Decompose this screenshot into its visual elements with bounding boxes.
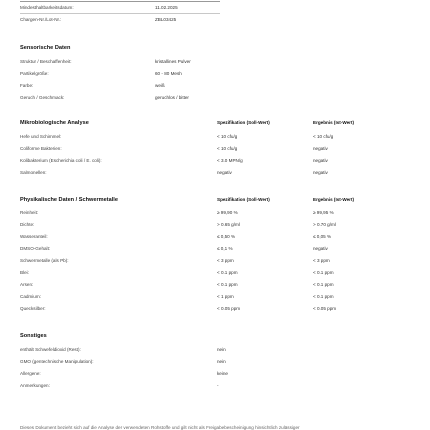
micro-result-header: Ergebnis (Ist-Wert) [313, 120, 355, 125]
sensory-value-smell: geruchlos / bitter [155, 95, 189, 100]
physical-result: > 0.70 g/ml [313, 222, 336, 227]
physical-label: Dichte: [20, 222, 35, 227]
micro-label: Coliforme Bakterien: [20, 146, 62, 151]
physical-label: Arsen: [20, 282, 34, 287]
physical-label: DMSO-Gehalt: [20, 246, 51, 251]
other-label: Anmerkungen: [20, 383, 50, 388]
physical-spec: ≤ 0,1 % [217, 246, 233, 251]
physical-label: Wasseranteil: [20, 234, 48, 239]
micro-spec: < 10 cfu/g [217, 134, 238, 139]
physical-spec: ≤ 0,50 % [217, 234, 236, 239]
physical-result: < 0.05 ppm [313, 306, 337, 311]
micro-label: Salmonellen: [20, 170, 47, 175]
physical-result: < 0.1 ppm [313, 294, 334, 299]
micro-spec: negativ [217, 170, 232, 175]
physical-result-header: Ergebnis (Ist-Wert) [313, 197, 355, 202]
physical-spec: > 0.65 g/ml [217, 222, 240, 227]
physical-result: ≤ 0,05 % [313, 234, 332, 239]
batch-number-value: ZBL03425 [155, 17, 177, 22]
sensory-title: Sensorische Daten [20, 45, 71, 51]
physical-result: < 3 ppm [313, 258, 330, 263]
physical-label: Reinheit: [20, 210, 39, 215]
micro-spec-header: Spezifikation (Soll-Wert) [217, 120, 270, 125]
other-value: keine [217, 371, 228, 376]
physical-label: Blei: [20, 270, 29, 275]
top-rule [20, 1, 220, 2]
micro-result: negativ [313, 170, 328, 175]
best-before-label: Mindesthaltbarkeitsdatum: [20, 5, 74, 10]
other-value: nein [217, 347, 226, 352]
other-label: enthält Schwefeldioxid (Rest): [20, 347, 81, 352]
sensory-label-structure: Struktur / Beschaffenheit: [20, 59, 72, 64]
physical-spec: ≥ 99,90 % [217, 210, 238, 215]
physical-spec: < 0.1 ppm [217, 270, 238, 275]
physical-title: Physikalische Daten / Schwermetalle [20, 197, 118, 203]
physical-spec: < 0.1 ppm [217, 282, 238, 287]
sensory-value-structure: kristallines Pulver [155, 59, 191, 64]
other-value: nein [217, 359, 226, 364]
micro-title: Mikrobiologische Analyse [20, 120, 89, 126]
footer-note: Dieses Dokument bezieht sich auf die Analyse der verwendeten Rohstoffe und gilt nicht als Freigabebescheinigung hinsichtlich zulässiger [20, 425, 300, 430]
sensory-value-color: weiß [155, 83, 165, 88]
physical-spec: < 1 ppm [217, 294, 234, 299]
micro-result: negativ [313, 158, 328, 163]
micro-result: < 10 cfu/g [313, 134, 334, 139]
physical-result: < 0.1 ppm [313, 270, 334, 275]
other-title: Sonstiges [20, 333, 47, 339]
other-label: GMO (gentechnische Manipulation): [20, 359, 94, 364]
row-rule [20, 13, 220, 14]
sensory-label-particle: Partikelgröße: [20, 71, 49, 76]
physical-label: Quecksilber: [20, 306, 46, 311]
sensory-label-smell: Geruch / Geschmack: [20, 95, 65, 100]
physical-spec-header: Spezifikation (Soll-Wert) [217, 197, 270, 202]
physical-label: Schwermetalle (als Pb): [20, 258, 69, 263]
sensory-label-color: Farbe: [20, 83, 34, 88]
physical-result: < 0.1 ppm [313, 282, 334, 287]
micro-label: Kolibakterium (Escherichia coli / E. coli): [20, 158, 102, 163]
physical-spec: < 0.05 ppm [217, 306, 241, 311]
micro-spec: < 3.0 MPN/g [217, 158, 243, 163]
batch-number-label: Chargen-Nr./Lot-Nr.: [20, 17, 62, 22]
physical-result: negativ [313, 246, 328, 251]
sensory-value-particle: 60 - 80 Mesh [155, 71, 182, 76]
physical-label: Cadmium: [20, 294, 41, 299]
micro-result: negativ [313, 146, 328, 151]
micro-spec: < 10 cfu/g [217, 146, 238, 151]
micro-label: Hefe und Schimmel: [20, 134, 62, 139]
other-label: Allergene: [20, 371, 41, 376]
physical-spec: < 3 ppm [217, 258, 234, 263]
best-before-value: 11.02.2025 [155, 5, 178, 10]
other-value: - [217, 383, 219, 388]
physical-result: ≥ 99,95 % [313, 210, 334, 215]
